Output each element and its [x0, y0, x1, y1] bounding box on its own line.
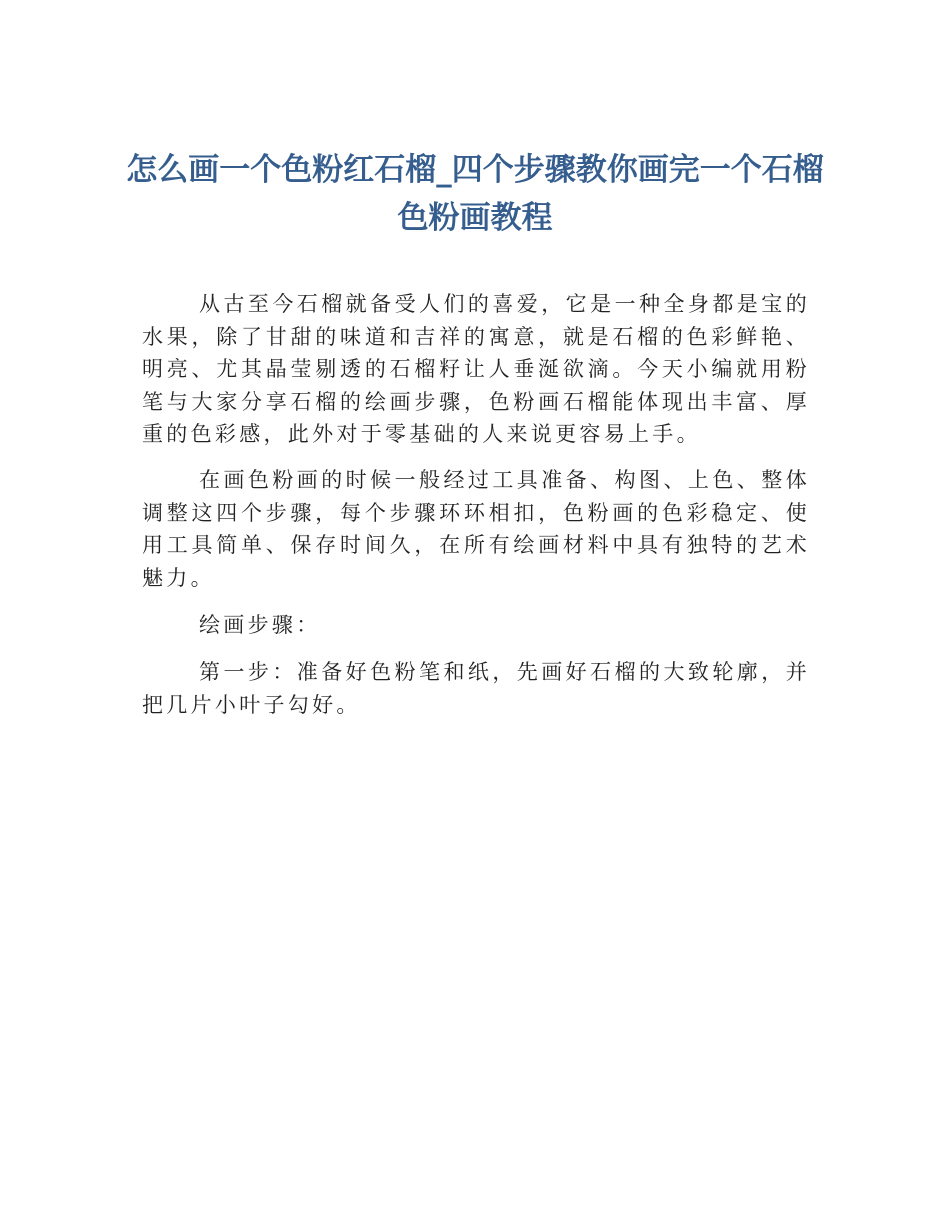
- paragraph-intro: [142, 288, 810, 451]
- paragraph-text: 绘画步骤：: [199, 613, 321, 637]
- document-title: 怎么画一个色粉红石榴_四个步骤教你画完一个石榴色粉画教程: [126, 152, 824, 236]
- paragraph-text: 第一步：准备好色粉笔和纸，先画好石榴的大致轮廓，并把几片小叶子勾好。: [142, 660, 810, 717]
- paragraph-text: 从古至今石榴就备受人们的喜爱，它是一种全身都是宝的水果，除了甘甜的味道和吉祥的寓意，就是石榴的色彩鲜艳、明亮、尤其晶莹剔透的石榴籽让人垂涎欲滴。今天小编就用粉笔与大家分享石榴的绘画步骤，色粉画石榴能体现出丰富、厚重的色彩感，此外对于零基础的人来说更容易上手。: [142, 292, 810, 446]
- paragraph-text: 在画色粉画的时候一般经过工具准备、构图、上色、整体调整这四个步骤，每个步骤环环相扣，色粉画的色彩稳定、使用工具简单、保存时间久，在所有绘画材料中具有独特的艺术魅力。: [142, 468, 810, 590]
- paragraph-steps-heading: [142, 609, 810, 642]
- paragraph-step-one: [142, 656, 810, 721]
- paragraph-steps-overview: [142, 464, 810, 594]
